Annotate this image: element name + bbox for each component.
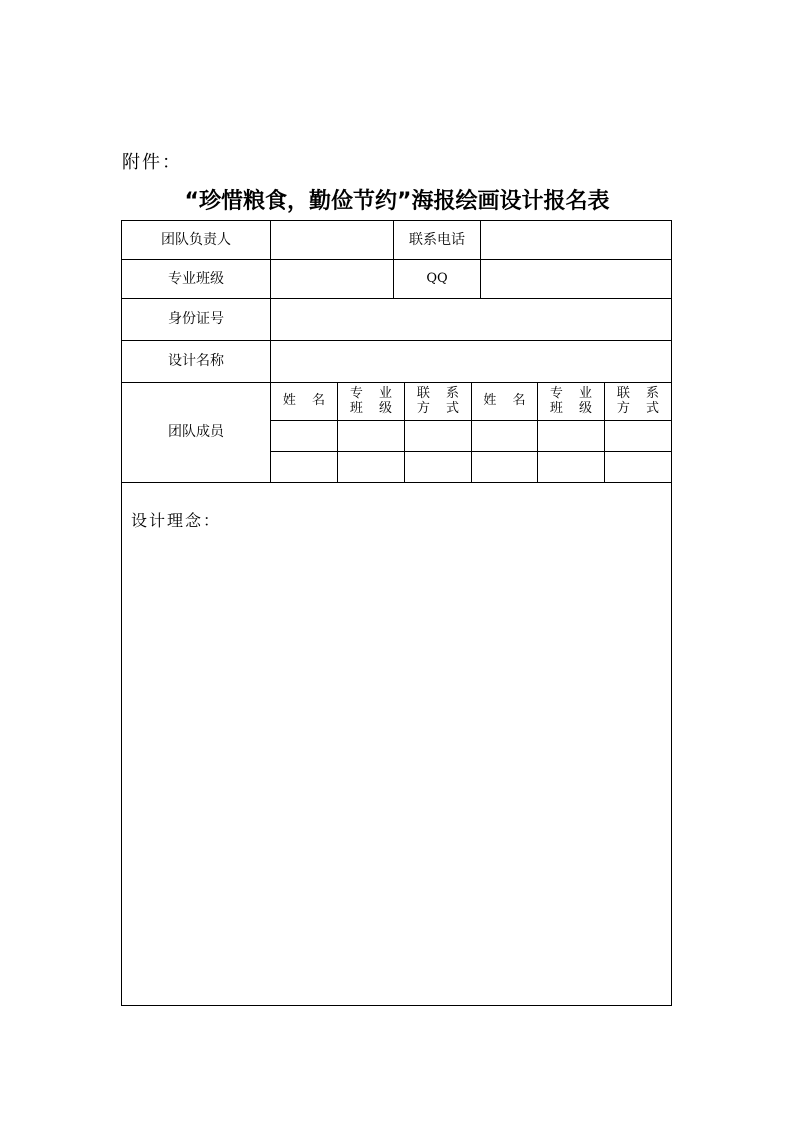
member-field[interactable] (405, 421, 471, 451)
design-name-field[interactable] (271, 341, 671, 382)
id-label: 身份证号 (168, 311, 224, 328)
member-field[interactable] (538, 421, 604, 451)
members-label: 团队成员 (168, 424, 224, 441)
concept-field[interactable] (122, 483, 671, 1005)
design-name-label: 设计名称 (168, 353, 224, 370)
member-header-line: 专 业 (549, 385, 599, 401)
border-bottom (121, 1005, 672, 1006)
member-header-major-class (538, 383, 604, 420)
member-field[interactable] (472, 421, 537, 451)
id-field[interactable] (271, 299, 671, 340)
member-header-line: 班 级 (349, 400, 399, 416)
member-header-name (472, 383, 537, 420)
member-header-contact (405, 383, 471, 420)
qq-field[interactable] (481, 260, 671, 298)
concept-label: 设计理念： (131, 511, 222, 530)
member-header-line: 姓 名 (282, 393, 332, 409)
member-header-line: 姓 名 (483, 393, 532, 409)
member-field[interactable] (271, 452, 337, 482)
member-field[interactable] (271, 421, 337, 451)
qq-label: QQ (426, 270, 448, 286)
member-header-major-class (338, 383, 404, 420)
member-field[interactable] (605, 421, 671, 451)
registration-form (121, 220, 672, 1006)
form-title: “珍惜粮食，勤俭节约”海报绘画设计报名表 (184, 189, 610, 214)
member-field[interactable] (538, 452, 604, 482)
member-header-line: 专 业 (349, 385, 399, 401)
leader-label: 团队负责人 (161, 231, 231, 248)
member-field[interactable] (338, 421, 404, 451)
member-header-line: 方 式 (416, 400, 466, 416)
major-class-label: 专业班级 (168, 270, 224, 287)
attachment-label: 附件： (122, 152, 182, 173)
member-field[interactable] (405, 452, 471, 482)
member-header-line: 联 系 (416, 385, 466, 401)
phone-label: 联系电话 (409, 231, 465, 248)
member-header-line: 联 系 (616, 385, 666, 401)
border-right (671, 220, 672, 1006)
member-header-contact (605, 383, 671, 420)
phone-field[interactable] (481, 221, 671, 259)
member-header-name (271, 383, 337, 420)
leader-field[interactable] (271, 221, 393, 259)
member-header-line: 方 式 (616, 400, 666, 416)
member-field[interactable] (605, 452, 671, 482)
major-class-field[interactable] (271, 260, 393, 298)
member-field[interactable] (472, 452, 537, 482)
member-field[interactable] (338, 452, 404, 482)
member-header-line: 班 级 (549, 400, 599, 416)
